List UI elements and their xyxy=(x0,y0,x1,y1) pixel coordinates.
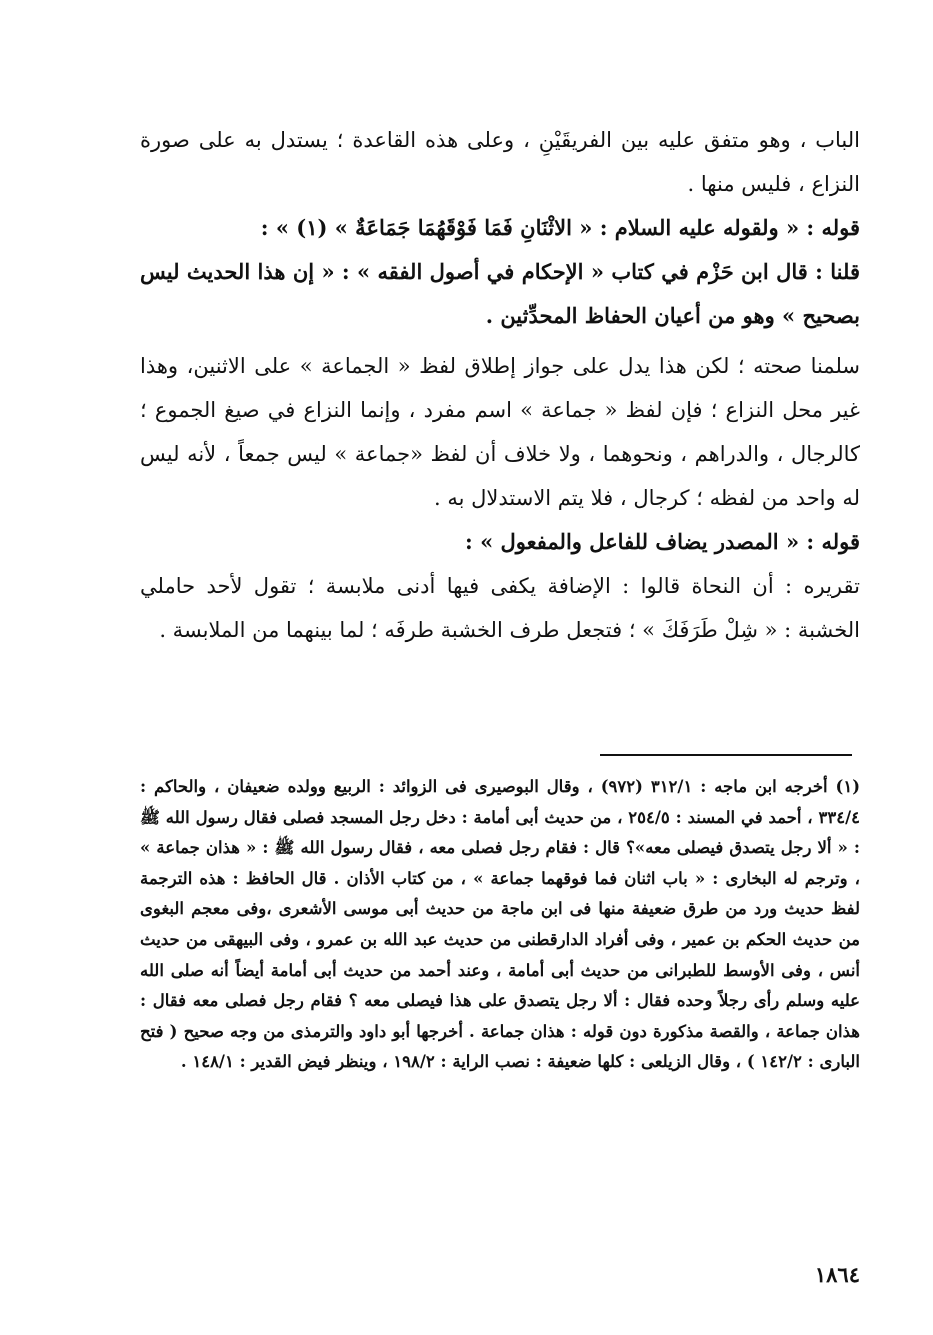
paragraph-quote-hadith: قوله : « ولقوله عليه السلام : « الاثْنَانِ فَمَا فَوْقَهُمَا جَمَاعَةٌ » (١) » : xyxy=(260,215,860,240)
footnotes xyxy=(140,772,860,1078)
paragraph-reply-ibn-hazm: قلنا : قال ابن حَزْم في كتاب « الإحكام في أصول الفقه » : « إن هذا الحديث ليس بصحيح » وهو من أعيان الحفاظ المحدِّثين . xyxy=(140,259,860,328)
main-text xyxy=(140,118,860,652)
footnote-divider xyxy=(600,754,852,756)
paragraph-explanation: تقريره : أن النحاة قالوا : الإضافة يكفى فيها أدنى ملابسة ؛ تقول لأحد حاملي الخشبة : « شِلْ طَرَفَكَ » ؛ فتجعل طرف الخشبة طرفَه ؛ لما بينهما من الملابسة . xyxy=(140,574,860,642)
footnote-1: (١) أخرجه ابن ماجه : ٣١٢/١ (٩٧٢) ، وقال البوصيرى فى الزوائد : الربيع وولده ضعيفان ، والحاكم : ٣٣٤/٤ ، أحمد في المسند : ٢٥٤/٥ ، من حديث أبى أمامة : دخل رجل المسجد فصلى فقال رسول الله ﷺ : « ألا رجل يتصدق فيصلى معه»؟ قال : فقام رجل فصلى معه ، فقال رسول الله ﷺ : « هذان جماعة » ، وترجم له البخارى : « باب اثنان فما فوقهما جماعة » ، من كتاب الأذان . قال الحافظ : هذه الترجمة لفظ حديث ورد من طرق ضعيفة منها فى ابن ماجة من حديث أبى موسى الأشعرى ،وفى معجم البغوى من حديث الحكم بن عمير ، وفى أفراد الدارقطنى من حديث عبد الله بن عمرو ، وفى البيهقى من حديث أنس ، وفى الأوسط للطبرانى من حديث أبى أمامة ، وعند أحمد من حديث أبى أمامة أيضاً أنه صلى الله عليه وسلم رأى رجلاً وحده فقال : ألا رجل يتصدق على هذا فيصلى معه ؟ فقام رجل فصلى معه فقال : هذان جماعة ، والقصة مذكورة دون قوله : هذان جماعة . أخرجها أبو داود والترمذى من وجه صحيح ( فتح البارى : ١٤٢/٢ ) ، وقال الزيلعى : كلها ضعيفة : نصب الراية : ١٩٨/٢ ، وينظر فيض القدير : ١٤٨/١ . xyxy=(140,777,860,1072)
paragraph-concession: سلمنا صحته ؛ لكن هذا يدل على جواز إطلاق لفظ « الجماعة » على الاثنين، وهذا غير محل النزاع ؛ فإن لفظ « جماعة » اسم مفرد ، وإنما النزاع في صيغ الجموع ؛ كالرجال ، والدراهم ، ونحوهما ، ولا خلاف أن لفظ «جماعة » ليس جمعاً ، لأنه ليس له واحد من لفظه ؛ كرجال ، فلا يتم الاستدلال به . xyxy=(140,354,860,510)
page-number: ١٨٦٤ xyxy=(814,1262,860,1287)
paragraph-continuation: الباب ، وهو متفق عليه بين الفريقَيْنِ ، وعلى هذه القاعدة ؛ يستدل به على صورة النزاع ، فليس منها . xyxy=(140,128,860,196)
paragraph-quote-masdar: قوله : « المصدر يضاف للفاعل والمفعول » : xyxy=(465,529,860,554)
